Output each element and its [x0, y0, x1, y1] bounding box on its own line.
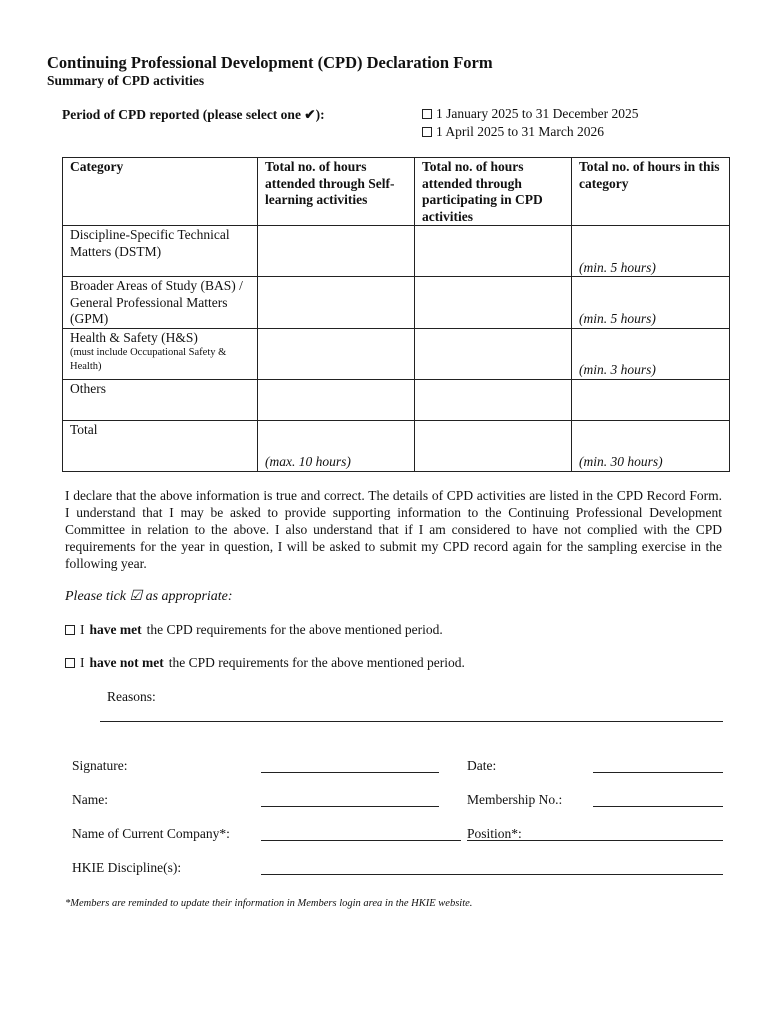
name-label: Name: — [72, 792, 108, 807]
category-cell: Others — [63, 379, 258, 420]
checkbox-period-1[interactable] — [422, 109, 432, 119]
name-input-line[interactable] — [261, 806, 439, 807]
cpd-activity-hours-cell[interactable] — [415, 226, 572, 277]
option-prefix: I — [80, 655, 85, 670]
footnote: *Members are reminded to update their information in Members login area in the HKIE website. — [65, 898, 473, 909]
period-option-label: 1 January 2025 to 31 December 2025 — [436, 106, 639, 121]
min-hours-note: (min. 3 hours) — [579, 362, 656, 377]
header-cpd-activity-hours: Total no. of hours attended through participating in CPD activities — [415, 158, 572, 226]
company-input-line[interactable] — [261, 840, 461, 841]
cpd-activity-hours-cell[interactable] — [415, 328, 572, 379]
discipline-label: HKIE Discipline(s): — [72, 860, 182, 875]
header-self-learning-hours: Total no. of hours attended through Self-learning activities — [258, 158, 415, 226]
max-hours-note: (max. 10 hours) — [265, 454, 351, 469]
position-label: Position*: — [467, 826, 522, 841]
category-total-cell[interactable] — [572, 277, 730, 329]
checkbox-period-2[interactable] — [422, 127, 432, 137]
cpd-summary-table — [62, 157, 730, 472]
option-text: the CPD requirements for the above mentioned period. — [168, 655, 465, 670]
category-cell — [63, 328, 258, 379]
signature-input-line[interactable] — [261, 772, 439, 773]
category-total-cell[interactable] — [572, 420, 730, 471]
min-hours-note: (min. 5 hours) — [579, 311, 656, 326]
date-label: Date: — [467, 758, 497, 773]
declaration-text: I declare that the above information is true and correct. The details of CPD activities are listed in the CPD Record Form. I understand that I may be asked to provide supporting information to the Continuing Professional Development Committee in relation to the above. I also understand that if I am considered to have not complied with the CPD requirements for the year in question, I will be asked to submit my CPD record again for the sampling exercise in the following year. — [65, 488, 722, 571]
min-hours-note: (min. 30 hours) — [579, 454, 663, 469]
checkbox-have-not-met[interactable] — [65, 658, 75, 668]
period-label: Period of CPD reported (please select one ✔): — [62, 107, 325, 122]
tick-prompt: Please tick ☑ as appropriate: — [65, 589, 233, 604]
date-input-line[interactable] — [593, 772, 723, 773]
header-category: Category — [63, 158, 258, 226]
table-row — [63, 328, 730, 379]
option-have-not-met[interactable] — [65, 655, 465, 671]
category-cell: Total — [63, 420, 258, 471]
position-input-line[interactable] — [467, 840, 723, 841]
option-prefix: I — [80, 622, 85, 637]
option-have-met[interactable] — [65, 622, 443, 638]
self-learning-hours-cell[interactable] — [258, 379, 415, 420]
option-text: the CPD requirements for the above mentioned period. — [146, 622, 443, 637]
category-total-cell[interactable] — [572, 226, 730, 277]
min-hours-note: (min. 5 hours) — [579, 259, 656, 275]
category-total-cell[interactable] — [572, 379, 730, 420]
table-header-row — [63, 158, 730, 226]
period-option-2025-financial[interactable] — [422, 124, 604, 140]
self-learning-hours-cell[interactable] — [258, 420, 415, 471]
company-label: Name of Current Company*: — [72, 826, 230, 841]
discipline-input-line[interactable] — [261, 874, 723, 875]
cpd-activity-hours-cell[interactable] — [415, 420, 572, 471]
category-cell: Broader Areas of Study (BAS) / General Professional Matters (GPM) — [63, 277, 258, 329]
category-label: Health & Safety (H&S) — [70, 329, 198, 345]
table-row — [63, 379, 730, 420]
category-cell: Discipline-Specific Technical Matters (DSTM) — [63, 226, 258, 277]
self-learning-hours-cell[interactable] — [258, 226, 415, 277]
reasons-label: Reasons: — [107, 689, 156, 704]
option-bold: have met — [89, 622, 142, 637]
period-option-2025-calendar[interactable] — [422, 106, 638, 122]
signature-label: Signature: — [72, 758, 128, 773]
table-row-total — [63, 420, 730, 471]
checkbox-have-met[interactable] — [65, 625, 75, 635]
category-total-cell[interactable] — [572, 328, 730, 379]
self-learning-hours-cell[interactable] — [258, 328, 415, 379]
table-row — [63, 226, 730, 277]
cpd-activity-hours-cell[interactable] — [415, 277, 572, 329]
membership-no-label: Membership No.: — [467, 792, 563, 807]
category-sub-note: (must include Occupational Safety & Health) — [70, 347, 227, 372]
self-learning-hours-cell[interactable] — [258, 277, 415, 329]
reasons-input-line[interactable] — [100, 721, 723, 722]
form-title: Continuing Professional Development (CPD) Declaration Form — [47, 53, 493, 72]
table-row — [63, 277, 730, 329]
membership-no-input-line[interactable] — [593, 806, 723, 807]
cpd-activity-hours-cell[interactable] — [415, 379, 572, 420]
option-bold: have not met — [89, 655, 164, 670]
form-subtitle: Summary of CPD activities — [47, 73, 205, 88]
header-category-total-hours: Total no. of hours in this category — [572, 158, 730, 226]
period-option-label: 1 April 2025 to 31 March 2026 — [436, 124, 604, 139]
